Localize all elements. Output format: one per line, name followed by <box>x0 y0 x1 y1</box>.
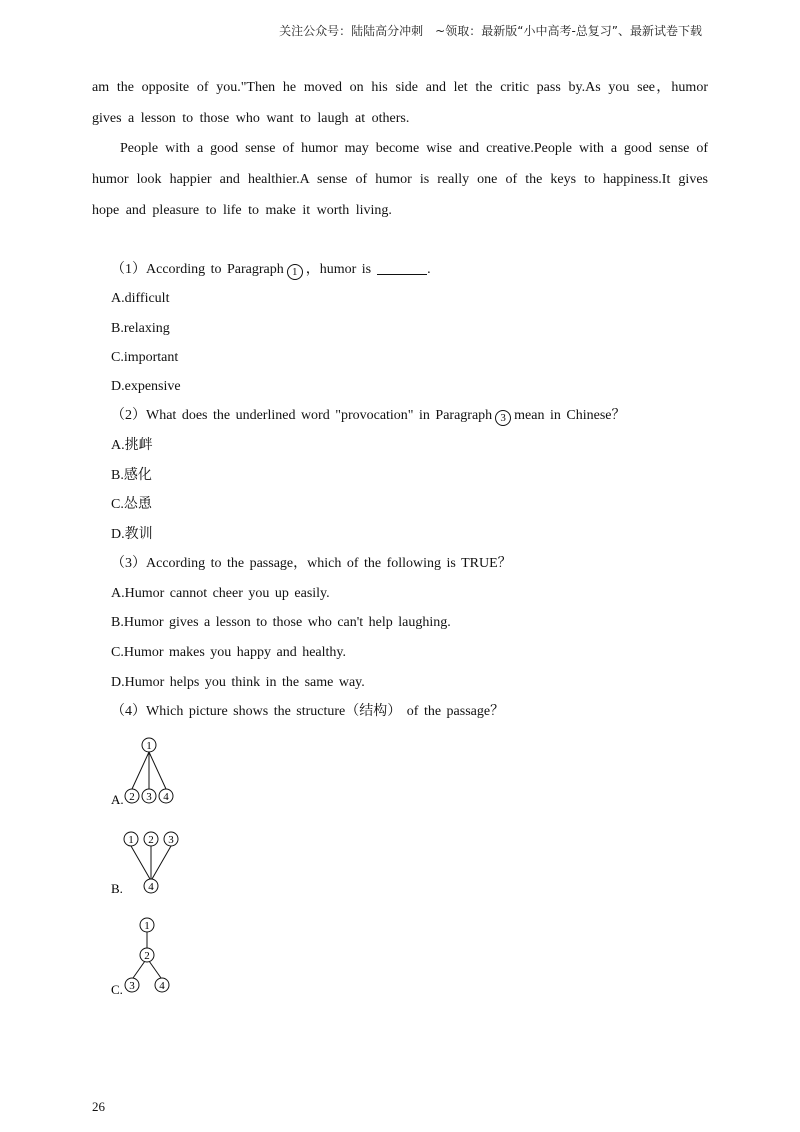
node-label: 3 <box>129 980 135 992</box>
question-1-suffix: ，humor is <box>305 262 372 277</box>
question-1-option-c: C.important <box>111 350 179 365</box>
structure-diagram-b <box>108 828 198 900</box>
node-label: 1 <box>144 920 150 932</box>
question-1-end: . <box>427 262 431 277</box>
question-1-option-d: D.expensive <box>111 379 181 394</box>
question-2-option-a: A.挑衅 <box>111 438 153 453</box>
option-c-label: C. <box>111 982 123 997</box>
question-2-option-c: C.怂恿 <box>111 497 152 512</box>
node-label: 4 <box>148 881 154 893</box>
page-header: 关注公众号：陆陆高分冲刺 ~领取：最新版“小中高考-总复习”、最新试卷下载 <box>279 24 702 38</box>
question-3-option-a: A.Humor cannot cheer you up easily. <box>111 586 330 601</box>
passage-paragraph-2: People with a good sense of humor may become wise and creative.People with a good sense of humor look happier and healthier.A sense of humor is really one of the keys to happiness.It gives hope and pleasure to life to make it worth living. <box>92 141 708 218</box>
question-4-stem: （4）Which picture shows the structure（结构） of the passage？ <box>111 704 505 719</box>
node-label: 2 <box>144 950 150 962</box>
node-label: 4 <box>163 791 169 803</box>
node-label: 2 <box>129 791 135 803</box>
question-1-option-a: A.difficult <box>111 291 170 306</box>
question-3-option-b: B.Humor gives a lesson to those who can't help laughing. <box>111 615 451 630</box>
structure-diagram-a <box>108 734 198 810</box>
circled-number: 3 <box>495 410 511 426</box>
question-2-prefix: （2）What does the underlined word "provocation" in Paragraph <box>111 408 493 423</box>
question-1-stem <box>111 261 431 280</box>
passage-paragraph-1: am the opposite of you."Then he moved on his side and let the critic pass by.As you see，humor gives a lesson to those who want to laugh at others. <box>92 80 708 126</box>
option-b-label: B. <box>111 881 123 896</box>
node-label: 3 <box>168 834 174 846</box>
page-number: 26 <box>92 1099 105 1114</box>
node-label: 4 <box>159 980 165 992</box>
question-1-prefix: （1）According to Paragraph <box>111 262 284 277</box>
question-3-stem: （3）According to the passage，which of the following is TRUE？ <box>111 556 512 571</box>
structure-diagram-c <box>108 914 198 1000</box>
question-2-option-b: B.感化 <box>111 468 152 483</box>
node-label: 1 <box>128 834 134 846</box>
node-label: 3 <box>146 791 152 803</box>
question-1-option-b: B.relaxing <box>111 321 170 336</box>
option-a-label: A. <box>111 792 124 807</box>
circled-number: 1 <box>287 264 303 280</box>
question-2-option-d: D.教训 <box>111 527 153 542</box>
question-2-stem <box>111 407 625 426</box>
answer-blank <box>377 262 427 275</box>
question-3-option-c: C.Humor makes you happy and healthy. <box>111 645 346 660</box>
question-2-suffix: mean in Chinese？ <box>514 408 626 423</box>
node-label: 2 <box>148 834 154 846</box>
node-label: 1 <box>146 740 152 752</box>
question-3-option-d: D.Humor helps you think in the same way. <box>111 675 365 690</box>
